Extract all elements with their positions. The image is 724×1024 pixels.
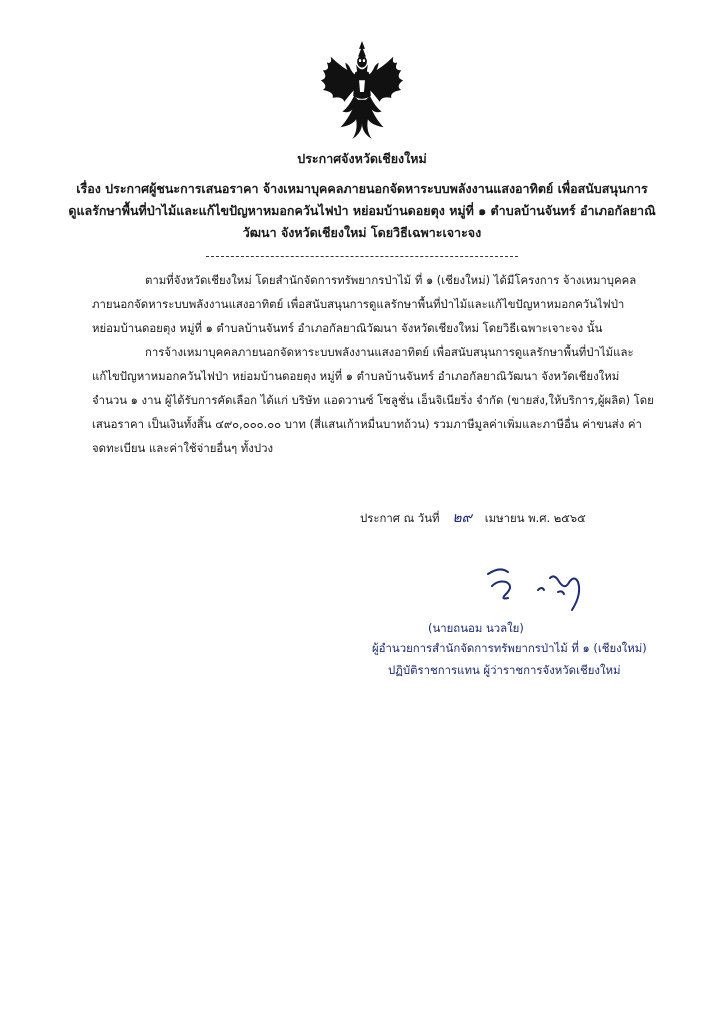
signer-position-2: ปฏิบัติราชการแทน ผู้ว่าราชการจังหวัดเชียงใหม่ (388, 663, 621, 677)
announce-date (360, 508, 586, 528)
paragraph-2-line-4: เสนอราคา เป็นเงินทั้งสิ้น ๔๙๐,๐๐๐.๐๐ บาท (สี่แสนเก้าหมื่นบาทถ้วน) รวมภาษีมูลค่าเพิ่มและภาษีอื่น ค่าขนส่ง ค่า (92, 417, 642, 431)
announce-day: ๒๙ (452, 510, 472, 526)
signer-name: (นายถนอม นวลใย) (428, 621, 524, 635)
announce-month-year: เมษายน พ.ศ. ๒๕๖๕ (484, 511, 586, 525)
paragraph-1-line-1: ตามที่จังหวัดเชียงใหม่ โดยสำนักจัดการทรัพยากรป่าไม้ ที่ ๑ (เชียงใหม่) ได้มีโครงการ จ้างเหมาบุคคล (145, 273, 637, 287)
paragraph-2-line-3: จำนวน ๑ งาน ผู้ได้รับการคัดเลือก ได้แก่ บริษัท แอดวานซ์ โซลูชั่น เอ็นจิเนียริ่ง จำกัด (ขายส่ง,ให้บริการ,ผู้ผลิต) โดย (92, 393, 654, 407)
handwritten-signature-icon (478, 560, 588, 620)
paragraph-1-line-2: ภายนอกจัดหาระบบพลังงานแสงอาทิตย์ เพื่อสนับสนุนการดูแลรักษาพื้นที่ป่าไม้และแก้ไขปัญหาหมอกควันไฟป่า (92, 297, 625, 311)
subject-line-3: วัฒนา จังหวัดเชียงใหม่ โดยวิธีเฉพาะเจาะจง (242, 225, 482, 240)
paragraph-2-line-5: จดทะเบียน และค่าใช้จ่ายอื่นๆ ทั้งปวง (92, 441, 274, 455)
paragraph-1-line-3: หย่อมบ้านดอยตุง หมู่ที่ ๑ ตำบลบ้านจันทร์ อำเภอกัลยาณิวัฒนา จังหวัดเชียงใหม่ โดยวิธีเฉพาะเจาะจง นั้น (92, 321, 603, 335)
paragraph-2-line-2: แก้ไขปัญหาหมอกควันไฟป่า หย่อมบ้านดอยตุง หมู่ที่ ๑ ตำบลบ้านจันทร์ อำเภอกัลยาณิวัฒนา จังหวัดเชียงใหม่ (92, 369, 620, 383)
subject-line-1: เรื่อง ประกาศผู้ชนะการเสนอราคา จ้างเหมาบุคคลภายนอกจัดหาระบบพลังงานแสงอาทิตย์ เพื่อสนับสนุนการ (76, 181, 648, 196)
document-title: ประกาศจังหวัดเชียงใหม่ (297, 151, 427, 166)
section-divider (206, 256, 518, 257)
announce-prefix: ประกาศ ณ วันที่ (360, 511, 440, 525)
subject-line-2: ดูแลรักษาพื้นที่ป่าไม้และแก้ไขปัญหาหมอกควันไฟป่า หย่อมบ้านดอยตุง หมู่ที่ ๑ ตำบลบ้านจันทร์ อำเภอกัลยาณิ (68, 203, 656, 218)
paragraph-2-line-1: การจ้างเหมาบุคคลภายนอกจัดหาระบบพลังงานแสงอาทิตย์ เพื่อสนับสนุนการดูแลรักษาพื้นที่ป่าไม้และ (145, 345, 634, 359)
signer-position-1: ผู้อำนวยการสำนักจัดการทรัพยากรป่าไม้ ที่ ๑ (เชียงใหม่) (372, 641, 647, 655)
garuda-emblem-icon (313, 38, 411, 142)
